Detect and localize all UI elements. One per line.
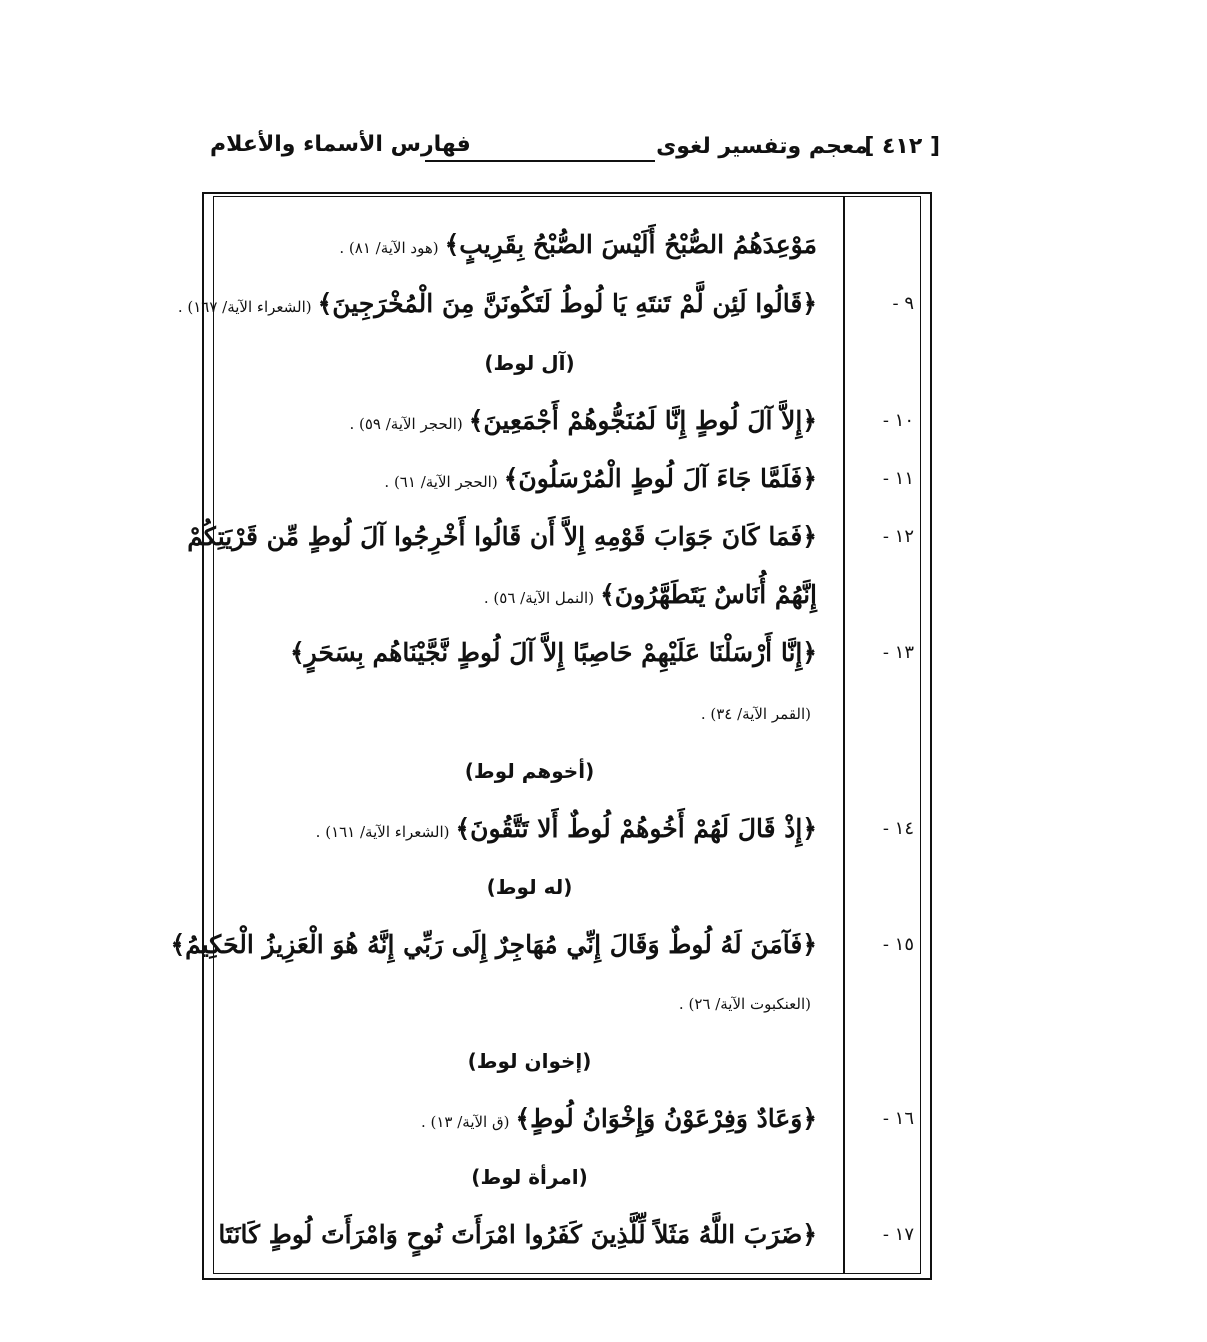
- entry-number: ١٣ -: [882, 642, 914, 663]
- entry-number: ١٤ -: [882, 818, 914, 839]
- verse-citation: (هود الآية/ ٨١) .: [339, 239, 439, 257]
- verse-line: [679, 986, 817, 1019]
- verse-line: [178, 289, 817, 322]
- verse-text: ﴿قَالُوا لَئِن لَّمْ تَنتَهِ يَا لُوطُ لَتَكُونَنَّ مِنَ الْمُخْرَجِينَ﴾: [317, 289, 817, 318]
- verse-citation: (النمل الآية/ ٥٦) .: [483, 589, 595, 607]
- section-heading: (امرأة لوط): [471, 1165, 588, 1189]
- entry-number: ١٥ -: [882, 934, 914, 955]
- verse-line: [181, 522, 817, 555]
- verse-line: [384, 464, 817, 497]
- entry-number: ١٦ -: [882, 1108, 914, 1129]
- section-heading: (له لوط): [486, 875, 573, 899]
- verse-text: إِنَّهُمْ أُنَاسٌ يَتَطَهَّرُونَ﴾: [600, 580, 817, 609]
- verse-line: [164, 930, 817, 963]
- verse-line: [339, 230, 817, 263]
- entry-number: ١٢ -: [882, 526, 914, 547]
- verse-line: [284, 638, 817, 671]
- verse-citation: (العنكبوت الآية/ ٢٦) .: [678, 995, 811, 1013]
- entry-number: ١١ -: [882, 468, 914, 489]
- entry-number: ٩ -: [892, 293, 914, 314]
- entry-number: ١٠ -: [882, 410, 914, 431]
- verse-line: [212, 1220, 817, 1253]
- section-heading: (آل لوط): [484, 351, 575, 375]
- verse-text: ﴿إِنَّا أَرْسَلْنَا عَلَيْهِمْ حَاصِبًا إِلاَّ آلَ لُوطٍ نَّجَّيْنَاهُم بِسَحَرٍ﴾: [290, 638, 817, 667]
- verse-line: [421, 1104, 817, 1137]
- entry-number: ١٧ -: [882, 1224, 914, 1245]
- header-rule: [425, 160, 655, 162]
- verse-citation: (الحجر الآية/ ٥٩) .: [349, 415, 463, 433]
- section-title: فهارس الأسماء والأعلام: [210, 132, 471, 157]
- verse-text: مَوْعِدَهُمُ الصُّبْحُ أَلَيْسَ الصُّبْحُ بِقَرِيبٍ﴾: [444, 230, 817, 259]
- section-heading: (أخوهم لوط): [464, 759, 595, 783]
- section-heading: (إخوان لوط): [467, 1049, 592, 1073]
- verse-line: [316, 814, 817, 847]
- verse-text: ﴿فَآمَنَ لَهُ لُوطٌ وَقَالَ إِنِّي مُهَاجِرٌ إِلَى رَبِّي إِنَّهُ هُوَ الْعَزِيزُ الْحَكِيمُ﴾: [170, 930, 817, 959]
- verse-citation: (الحجر الآية/ ٦١) .: [384, 473, 498, 491]
- verse-text: ﴿وَعَادٌ وَفِرْعَوْنُ وَإِخْوَانُ لُوطٍ﴾: [515, 1104, 817, 1133]
- verse-text: ﴿إِذْ قَالَ لَهُمْ أَخُوهُمْ لُوطٌ أَلا تَتَّقُونَ﴾: [455, 814, 817, 843]
- verse-text: ﴿إِلاَّ آلَ لُوطٍ إِنَّا لَمُنَجُّوهُمْ أَجْمَعِينَ﴾: [468, 406, 817, 435]
- verse-line: [349, 406, 817, 439]
- verse-line: [701, 696, 817, 729]
- verse-citation: (ق الآية/ ١٣) .: [420, 1113, 510, 1131]
- verse-line: [484, 580, 817, 613]
- verse-citation: (الشعراء الآية/ ١٦٧) .: [177, 298, 312, 316]
- verse-citation: (القمر الآية/ ٣٤) .: [700, 705, 811, 723]
- number-column-divider: [843, 196, 845, 1274]
- verse-citation: (الشعراء الآية/ ١٦١) .: [315, 823, 450, 841]
- verse-text: ﴿فَمَا كَانَ جَوَابَ قَوْمِهِ إِلاَّ أَن قَالُوا أَخْرِجُوا آلَ لُوطٍ مِّن قَرْيَتِكُمْ: [187, 522, 817, 551]
- verse-text: ﴿ضَرَبَ اللَّهُ مَثَلاً لِّلَّذِينَ كَفَرُوا امْرَأَتَ نُوحٍ وَامْرَأَتَ لُوطٍ كَانَتَا: [218, 1220, 817, 1249]
- book-title: معجم وتفسير لغوى: [656, 134, 868, 159]
- page-header: [210, 128, 940, 172]
- page-number: [ ٤١٢ ]: [864, 134, 940, 159]
- verse-text: ﴿فَلَمَّا جَاءَ آلَ لُوطٍ الْمُرْسَلُونَ﴾: [503, 464, 817, 493]
